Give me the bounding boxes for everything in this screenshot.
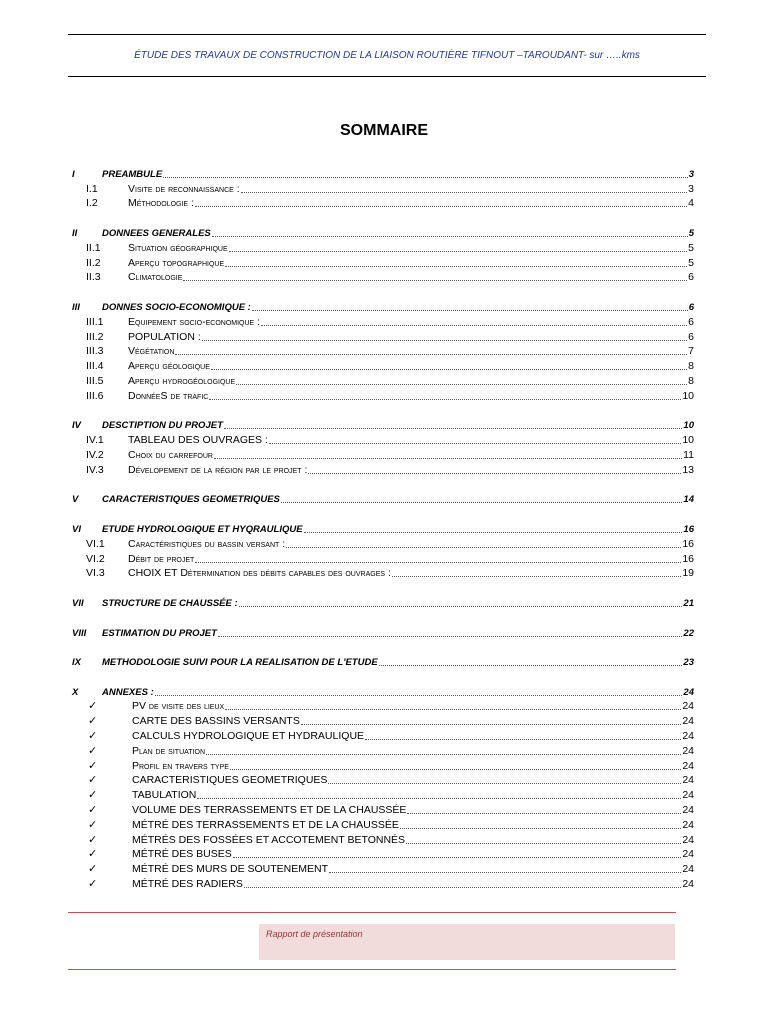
toc-entry[interactable] [72,329,694,344]
toc-entry-title: ETUDE HYDROLOGIQUE ET HYQRAULIQUE [102,523,303,535]
toc-dot-leader [209,399,681,400]
toc-entry-page: 24 [682,863,694,876]
toc-entry-title: PV de visite des lieux [132,700,225,713]
toc-entry-label [72,553,194,566]
toc-dot-leader [400,828,681,829]
checkmark-icon: ✓ [88,789,98,802]
toc-dot-leader [225,709,681,710]
toc-dot-leader [212,236,688,237]
toc-entry[interactable] [72,255,694,270]
toc-dot-leader [163,177,688,178]
checkmark-icon: ✓ [88,759,98,772]
toc-entry-label [72,789,196,802]
toc-entry-number: II.3 [86,271,101,284]
toc-entry[interactable] [72,625,694,640]
toc-entry-title: POPULATION : [128,330,201,343]
toc-entry-title: TABULATION [132,789,197,802]
toc-entry-title: TABLEAU DES OUVRAGES : [128,434,268,447]
toc-entry-number: II.2 [86,256,101,269]
toc-entry-label [72,257,224,270]
toc-entry-page: 13 [682,463,694,476]
toc-entry[interactable] [72,595,694,610]
footer-text: Rapport de présentation [266,929,363,939]
toc-entry-label [72,834,405,847]
toc-entry-title: ESTIMATION DU PROJET [102,627,217,639]
toc-entry-page: 24 [682,833,694,846]
checkmark-icon: ✓ [88,878,98,891]
toc-entry-label [72,656,378,669]
toc-entry[interactable] [72,847,694,862]
toc-entry[interactable] [72,684,694,699]
toc-entry-page: 6 [688,271,694,284]
toc-dot-leader [175,354,687,355]
toc-dot-leader [365,739,681,740]
toc-entry-label [72,301,251,314]
header-title: ÉTUDE DES TRAVAUX DE CONSTRUCTION DE LA LIAISON ROUTIÈRE TIFNOUT –TAROUDANT- sur …..kms [134,50,640,61]
toc-entry[interactable] [72,299,694,314]
checkmark-icon: ✓ [88,715,98,728]
toc-dot-leader [392,576,681,577]
toc-entry-number: I.2 [86,197,98,210]
toc-entry-label [72,819,399,832]
toc-entry-title: Visite de reconnaissance : [128,182,240,195]
toc-entry[interactable] [72,196,694,211]
toc-entry-label [72,715,300,728]
toc-entry-title: ANNEXES : [102,686,154,698]
checkmark-icon: ✓ [88,774,98,787]
toc-entry[interactable] [72,388,694,403]
toc-spacer [72,477,694,492]
toc-entry-title: DONNEES GENERALES [102,227,211,239]
toc-dot-leader [236,384,687,385]
checkmark-icon: ✓ [88,848,98,861]
toc-entry-page: 4 [688,197,694,210]
toc-entry[interactable] [72,861,694,876]
toc-dot-leader [202,340,687,341]
toc-entry-page: 10 [683,420,694,432]
toc-entry[interactable] [72,713,694,728]
toc-entry-page: 24 [682,700,694,713]
toc-spacer [72,284,694,299]
toc-dot-leader [304,532,683,533]
toc-entry-label [72,360,210,373]
toc-entry-number: IV.1 [86,434,104,447]
toc-entry-page: 3 [688,168,694,180]
toc-entry-label [72,686,154,699]
footer-bottom-rule [68,969,676,970]
toc-entry-label [72,345,174,358]
toc-entry-number: VI.2 [86,552,105,565]
toc-entry-page: 24 [682,818,694,831]
toc-entry-number: III.4 [86,360,104,373]
toc-entry-page: 6 [688,301,694,313]
toc-dot-leader [155,695,683,696]
toc-dot-leader [241,192,688,193]
toc-entry-label [72,538,285,551]
checkmark-icon: ✓ [88,744,98,757]
toc-entry-title: MÉTRÉ DES RADIERS [132,878,243,891]
toc-entry-page: 6 [688,330,694,343]
toc-entry-title: Débit de projet [128,552,195,565]
toc-dot-leader [239,606,683,607]
toc-entry[interactable] [72,566,694,581]
toc-dot-leader [214,458,682,459]
toc-entry-label [72,700,224,713]
toc-entry-page: 16 [683,523,694,535]
toc-entry[interactable] [72,699,694,714]
toc-entry-page: 3 [688,182,694,195]
toc-entry-title: MÉTRÉ DES BUSES [132,848,232,861]
header-bottom-rule [68,76,706,77]
toc-entry-page: 22 [683,627,694,639]
toc-spacer [72,610,694,625]
toc-entry-title: PREAMBULE [102,168,163,180]
toc-entry-page: 11 [683,448,694,461]
toc-entry[interactable] [72,181,694,196]
toc-entry-title: MÉTRÉ DES MURS DE SOUTENEMENT [132,863,329,876]
toc-entry-page: 14 [683,494,694,506]
toc-spacer [72,403,694,418]
toc-entry-title: Aperçu géologique [128,360,210,373]
toc-entry-number: III [72,301,80,313]
toc-entry[interactable] [72,743,694,758]
toc-entry-label [72,242,228,255]
checkmark-icon: ✓ [88,818,98,831]
toc-entry-page: 8 [688,360,694,373]
toc-entry-number: IX [72,657,81,669]
toc-entry-title: CARACTERISTIQUES GEOMETRIQUES [132,774,328,787]
toc-entry-label [72,745,205,758]
toc-entry-title: Caractéristiques du bassin versant : [128,537,286,550]
toc-entry-page: 24 [682,804,694,817]
toc-entry[interactable] [72,758,694,773]
toc-entry-page: 10 [682,434,694,447]
toc-entry-label [72,227,211,240]
toc-spacer [72,210,694,225]
toc-dot-leader [206,754,681,755]
toc-entry-label [72,760,229,773]
toc-entry-label [72,316,260,329]
checkmark-icon: ✓ [88,833,98,846]
toc-dot-leader [379,665,683,666]
toc-entry-number: I.1 [86,182,98,195]
toc-entry-label [72,774,327,787]
checkmark-icon: ✓ [88,804,98,817]
toc-entry-page: 8 [688,374,694,387]
toc-entry-number: VI.3 [86,567,105,580]
toc-entry-label [72,271,182,284]
toc-entry-label [72,464,307,477]
toc-entry-label [72,331,201,344]
toc-entry-page: 16 [682,537,694,550]
toc-dot-leader [308,473,681,474]
toc-entry[interactable] [72,240,694,255]
toc-entry-title: DonnéeS de trafic [128,389,209,402]
toc-entry-title: DONNES SOCIO-ECONOMIQUE : [102,301,251,313]
toc-entry-page: 24 [683,686,694,698]
toc-entry-number: X [72,686,79,698]
toc-entry[interactable] [72,344,694,359]
toc-entry[interactable] [72,832,694,847]
toc-entry-page: 21 [683,597,694,609]
toc-dot-leader [230,769,681,770]
toc-entry-page: 16 [682,552,694,565]
toc-entry[interactable] [72,728,694,743]
toc-entry-label [72,449,213,462]
toc-dot-leader [261,325,687,326]
toc-entry[interactable] [72,373,694,388]
toc-entry-page: 24 [682,789,694,802]
toc-entry-page: 7 [688,345,694,358]
toc-entry[interactable] [72,654,694,669]
toc-entry[interactable] [72,773,694,788]
toc-entry[interactable] [72,358,694,373]
toc-entry[interactable] [72,225,694,240]
toc-entry-page: 24 [682,878,694,891]
toc-spacer [72,506,694,521]
toc-entry-number: II [72,227,78,239]
toc-dot-leader [286,547,681,548]
toc-entry-title: Méthodologie : [128,197,194,210]
toc-dot-leader [195,206,687,207]
toc-entry-number: IV.3 [86,463,104,476]
toc-entry[interactable] [72,817,694,832]
toc-entry-title: Equipement socio-economique : [128,315,261,328]
toc-entry-title: Aperçu hydrogéologique [128,374,236,387]
toc-entry-title: Choix du carrefour [128,448,213,461]
toc-entry-page: 24 [682,730,694,743]
toc-dot-leader [328,783,681,784]
toc-entry[interactable] [72,536,694,551]
toc-entry-number: V [72,494,79,506]
toc-entry-title: MÉTRÉS DES FOSSÉES ET ACCOTEMENT BETONNÉS [132,833,406,846]
toc-entry[interactable] [72,462,694,477]
toc-entry[interactable] [72,551,694,566]
toc-entry-label [72,493,280,506]
toc-entry[interactable] [72,166,694,181]
toc-entry-number: III.2 [86,330,104,343]
toc-entry-number: IV.2 [86,448,104,461]
checkmark-icon: ✓ [88,863,98,876]
toc-entry-title: Climatologie [128,271,183,284]
toc-entry-page: 5 [688,227,694,239]
toc-entry-number: I [72,168,75,180]
document-title: SOMMAIRE [340,122,428,139]
toc-entry-label [72,197,194,210]
toc-entry-number: VI.1 [86,537,105,550]
toc-spacer [72,580,694,595]
toc-entry-number: III.1 [86,315,104,328]
toc-entry-page: 10 [682,389,694,402]
toc-dot-leader [225,266,687,267]
toc-entry[interactable] [72,432,694,447]
toc-entry-number: III.3 [86,345,104,358]
toc-entry-title: METHODOLOGIE SUIVI POUR LA REALISATION DE L'ETUDE [102,657,378,669]
toc-dot-leader [407,813,681,814]
toc-entry-label [72,804,406,817]
table-of-contents [72,166,694,891]
toc-dot-leader [211,369,687,370]
toc-entry-label [72,730,364,743]
toc-entry-title: Profil en travers type [132,759,229,772]
toc-dot-leader [406,843,681,844]
toc-entry-label [72,567,391,580]
toc-dot-leader [224,428,683,429]
toc-entry-page: 24 [682,848,694,861]
toc-entry-page: 5 [688,256,694,269]
toc-entry[interactable] [72,447,694,462]
toc-entry-label [72,848,232,861]
toc-entry-number: III.6 [86,389,104,402]
toc-entry-page: 24 [682,759,694,772]
toc-dot-leader [183,280,687,281]
toc-entry-number: IV [72,420,81,432]
toc-dot-leader [329,872,681,873]
toc-entry-label [72,390,208,403]
toc-entry-title: Végétation [128,345,175,358]
toc-entry-label [72,523,303,536]
toc-entry[interactable] [72,418,694,433]
header-top-rule [68,34,706,35]
toc-entry-label [72,168,162,181]
toc-entry-page: 24 [682,715,694,728]
toc-dot-leader [195,562,681,563]
footer-top-rule [68,912,676,913]
toc-entry-title: CARTE DES BASSINS VERSANTS [132,715,300,728]
toc-entry-title: CALCULS HYDROLOGIQUE ET HYDRAULIQUE [132,730,365,743]
toc-entry-title: Aperçu topographique [128,256,225,269]
toc-entry-label [72,419,223,432]
toc-entry-title: Plan de situation [132,744,205,757]
toc-entry-title: Dévelopement de la région par le projet : [128,463,308,476]
toc-spacer [72,640,694,655]
toc-dot-leader [269,443,681,444]
toc-entry-number: II.1 [86,241,101,254]
toc-entry-label [72,375,235,388]
toc-entry-page: 19 [682,567,694,580]
toc-spacer [72,669,694,684]
toc-entry-label [72,627,217,640]
toc-dot-leader [301,724,681,725]
toc-entry[interactable] [72,521,694,536]
toc-entry-title: VOLUME DES TERRASSEMENTS ET DE LA CHAUSSÉE [132,804,407,817]
checkmark-icon: ✓ [88,700,98,713]
toc-dot-leader [233,857,682,858]
toc-entry-number: VII [72,597,84,609]
toc-entry[interactable] [72,787,694,802]
toc-entry-title: CARACTERISTIQUES GEOMETRIQUES [102,494,280,506]
toc-entry-title: STRUCTURE DE CHAUSSÉE : [102,597,238,609]
toc-entry-page: 23 [683,657,694,669]
toc-dot-leader [281,502,683,503]
toc-dot-leader [218,636,683,637]
toc-entry[interactable] [72,314,694,329]
toc-entry-page: 6 [688,315,694,328]
toc-entry-title: DESCTIPTION DU PROJET [102,420,223,432]
toc-dot-leader [229,251,688,252]
toc-entry-label [72,434,268,447]
toc-entry-number: VI [72,523,81,535]
toc-entry-page: 5 [688,241,694,254]
toc-entry[interactable] [72,876,694,891]
toc-dot-leader [252,310,688,311]
toc-entry-page: 24 [682,744,694,757]
footer-box [259,924,675,960]
toc-entry[interactable] [72,802,694,817]
toc-entry-title: CHOIX ET Détermination des débits capables des ouvrages : [128,567,391,580]
toc-entry[interactable] [72,270,694,285]
toc-dot-leader [244,887,681,888]
toc-entry-label [72,597,238,610]
toc-entry-page: 24 [682,774,694,787]
toc-entry-title: MÉTRÉ DES TERRASSEMENTS ET DE LA CHAUSSÉE [132,818,399,831]
toc-entry-number: III.5 [86,374,104,387]
checkmark-icon: ✓ [88,730,98,743]
toc-dot-leader [197,798,681,799]
toc-entry-label [72,183,240,196]
toc-entry-label [72,878,243,891]
toc-entry-number: VIII [72,627,87,639]
toc-entry-title: Situation géographique [128,241,228,254]
toc-entry-label [72,863,328,876]
toc-entry[interactable] [72,492,694,507]
